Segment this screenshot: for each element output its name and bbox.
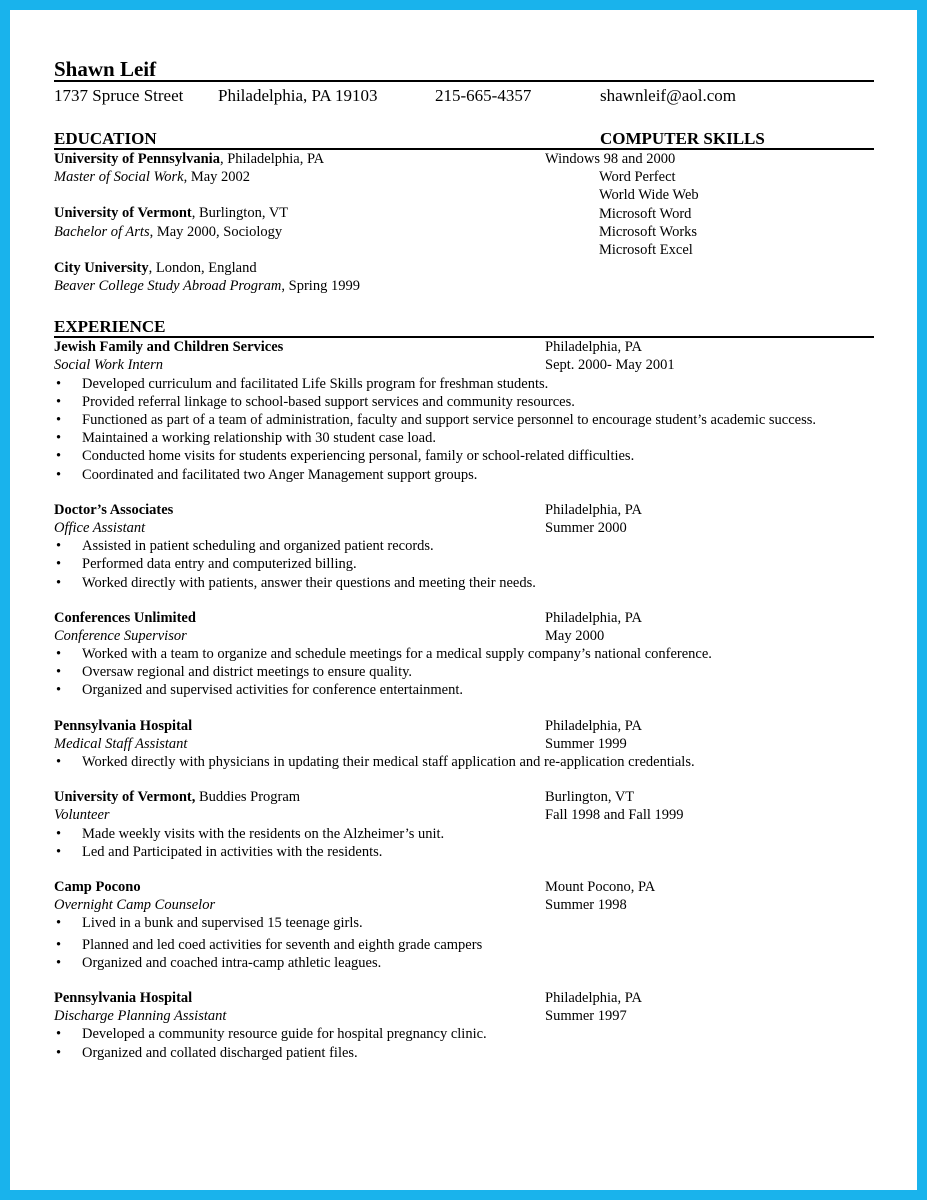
experience-heading: EXPERIENCE — [54, 316, 874, 338]
job-dates: Summer 1997 — [545, 1008, 627, 1025]
job-org-row — [54, 788, 874, 806]
job-bullet: • Provided referral linkage to school-based support services and community resources. — [54, 393, 874, 411]
job-dates: Summer 1998 — [545, 897, 627, 914]
job-bullet: • Led and Participated in activities with the residents. — [54, 843, 874, 861]
contact-info — [54, 86, 874, 110]
job-entry — [54, 989, 874, 1062]
job-bullet: • Performed data entry and computerized billing. — [54, 555, 874, 573]
education-school: University of Vermont, Burlington, VT — [54, 205, 289, 222]
job-dates: May 2000 — [545, 627, 605, 644]
experience-section — [54, 338, 874, 1062]
job-role-row — [54, 1007, 874, 1025]
job-organization: University of Vermont, — [54, 789, 196, 806]
job-bullet: • Worked with a team to organize and schedule meetings for a medical supply company’s national conference. — [54, 645, 874, 663]
email-address: shawnleif@aol.com — [600, 86, 737, 105]
education-degree: Bachelor of Arts, May 2000, Sociology — [54, 223, 283, 240]
education-degree: Master of Social Work, May 2002 — [54, 169, 251, 186]
job-role: Volunteer — [54, 807, 110, 824]
skill-item: World Wide Web — [599, 187, 699, 204]
skills-heading: COMPUTER SKILLS — [600, 129, 765, 148]
job-bullet: • Organized and supervised activities for conference entertainment. — [54, 681, 874, 699]
job-entry — [54, 609, 874, 700]
job-role: Discharge Planning Assistant — [54, 1008, 227, 1025]
job-entry — [54, 338, 874, 484]
job-role-row — [54, 627, 874, 645]
job-location: Philadelphia, PA — [545, 609, 642, 626]
skill-item: Microsoft Word — [599, 205, 692, 222]
job-role: Conference Supervisor — [54, 627, 187, 644]
job-location: Philadelphia, PA — [545, 717, 642, 734]
job-bullet: • Oversaw regional and district meetings to ensure quality. — [54, 663, 874, 681]
job-bullet: • Worked directly with physicians in updating their medical staff application and re-application credentials. — [54, 753, 874, 771]
job-organization: Pennsylvania Hospital — [54, 990, 193, 1007]
education-school: University of Pennsylvania, Philadelphia, PA — [54, 151, 325, 167]
job-bullet: • Functioned as part of a team of administration, faculty and support service personnel to encourage student’s academic success. — [54, 411, 874, 429]
job-organization-suffix: Buddies Program — [195, 789, 301, 806]
applicant-name: Shawn Leif — [54, 57, 157, 81]
job-role-row — [54, 735, 874, 753]
job-bullet: • Conducted home visits for students experiencing personal, family or school-related difficulties. — [54, 447, 874, 465]
job-location: Philadelphia, PA — [545, 501, 642, 518]
job-organization: Jewish Family and Children Services — [54, 339, 284, 356]
job-bullet: • Coordinated and facilitated two Anger Management support groups. — [54, 466, 874, 484]
education-school: City University, London, England — [54, 259, 257, 276]
education-heading: EDUCATION — [54, 129, 157, 148]
job-entry — [54, 878, 874, 972]
job-role: Office Assistant — [54, 519, 146, 536]
skill-item: Windows 98 and 2000 — [545, 151, 676, 167]
job-org-row — [54, 338, 874, 356]
job-org-row — [54, 989, 874, 1007]
job-role: Overnight Camp Counselor — [54, 897, 216, 914]
job-role-row — [54, 356, 874, 374]
job-org-row — [54, 501, 874, 519]
job-location: Mount Pocono, PA — [545, 879, 656, 896]
skill-item: Word Perfect — [599, 169, 676, 186]
education-skills-heading — [54, 128, 874, 150]
job-role-row — [54, 806, 874, 824]
job-role-row — [54, 519, 874, 537]
job-organization: Conferences Unlimited — [54, 609, 196, 626]
job-bullet: • Organized and coached intra-camp athletic leagues. — [54, 954, 874, 972]
job-dates: Sept. 2000- May 2001 — [545, 357, 675, 374]
name-line — [54, 54, 874, 82]
job-role-row — [54, 896, 874, 914]
job-organization: Camp Pocono — [54, 879, 141, 896]
job-bullet: • Developed curriculum and facilitated Life Skills program for freshman students. — [54, 375, 874, 393]
job-org-row — [54, 609, 874, 627]
job-bullet: • Assisted in patient scheduling and organized patient records. — [54, 537, 874, 555]
job-role: Social Work Intern — [54, 357, 164, 374]
street-address: 1737 Spruce Street — [54, 86, 184, 105]
job-location: Philadelphia, PA — [545, 339, 642, 356]
job-bullet: • Made weekly visits with the residents on the Alzheimer’s unit. — [54, 825, 874, 843]
job-organization: Doctor’s Associates — [54, 501, 174, 518]
job-bullet: • Planned and led coed activities for seventh and eighth grade campers — [54, 936, 874, 954]
job-dates: Summer 1999 — [545, 735, 627, 752]
job-role: Medical Staff Assistant — [54, 735, 188, 752]
education-section — [54, 150, 874, 295]
skill-item: Microsoft Works — [599, 223, 698, 240]
job-bullet: • Organized and collated discharged patient files. — [54, 1044, 874, 1062]
job-bullet: • Maintained a working relationship with 30 student case load. — [54, 429, 874, 447]
job-location: Burlington, VT — [545, 789, 635, 806]
job-entry — [54, 717, 874, 772]
job-dates: Fall 1998 and Fall 1999 — [545, 807, 684, 824]
skill-item: Microsoft Excel — [599, 242, 693, 259]
job-dates: Summer 2000 — [545, 519, 627, 536]
job-bullet: • Developed a community resource guide for hospital pregnancy clinic. — [54, 1025, 874, 1043]
city-address: Philadelphia, PA 19103 — [218, 86, 378, 105]
education-degree: Beaver College Study Abroad Program, Spring 1999 — [54, 277, 360, 294]
job-org-row — [54, 878, 874, 896]
job-location: Philadelphia, PA — [545, 990, 642, 1007]
job-organization: Pennsylvania Hospital — [54, 717, 193, 734]
job-entry — [54, 788, 874, 861]
job-bullet: • Lived in a bunk and supervised 15 teenage girls. — [54, 914, 874, 932]
job-org-row — [54, 717, 874, 735]
resume — [54, 54, 874, 1062]
job-bullet: • Worked directly with patients, answer their questions and meeting their needs. — [54, 574, 874, 592]
phone-number: 215-665-4357 — [435, 86, 532, 105]
job-entry — [54, 501, 874, 592]
